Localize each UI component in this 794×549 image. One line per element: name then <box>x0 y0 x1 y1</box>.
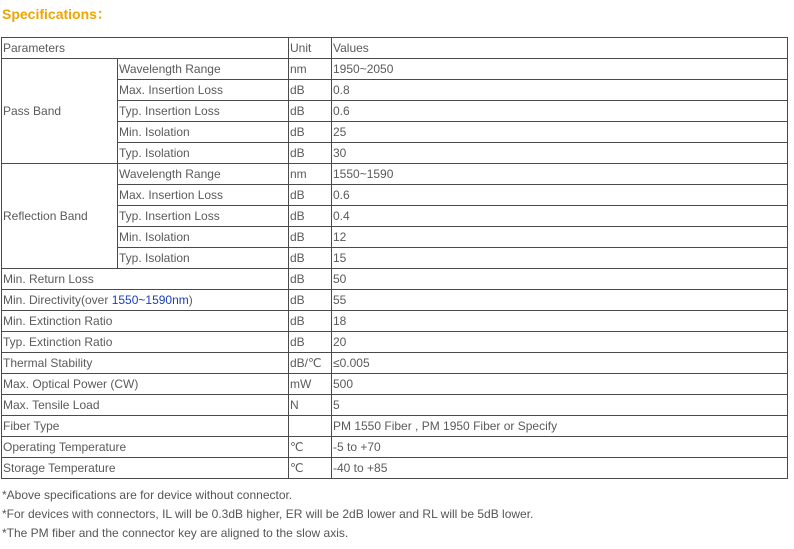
param-name: Operating Temperature <box>2 437 289 458</box>
param-name: Min. Extinction Ratio <box>2 311 289 332</box>
param-value: 20 <box>332 332 788 353</box>
param-name: Typ. Isolation <box>118 143 289 164</box>
param-unit: dB <box>289 227 332 248</box>
param-value: 0.6 <box>332 185 788 206</box>
param-value: -5 to +70 <box>332 437 788 458</box>
param-unit: ℃ <box>289 458 332 479</box>
param-value: 1950~2050 <box>332 59 788 80</box>
param-unit: dB <box>289 311 332 332</box>
param-value: 18 <box>332 311 788 332</box>
param-value: ≤0.005 <box>332 353 788 374</box>
param-value: 5 <box>332 395 788 416</box>
directivity-range: 1550~1590nm <box>111 293 189 307</box>
table-row <box>2 59 788 80</box>
table-row <box>2 416 788 437</box>
specifications-table <box>1 37 788 479</box>
param-name: Max. Insertion Loss <box>118 185 289 206</box>
param-name: Min. Return Loss <box>2 269 289 290</box>
param-unit <box>289 416 332 437</box>
table-row <box>2 122 788 143</box>
header-values: Values <box>332 38 788 59</box>
param-value: 30 <box>332 143 788 164</box>
param-name: Typ. Insertion Loss <box>118 101 289 122</box>
param-unit: dB <box>289 332 332 353</box>
param-name: Max. Tensile Load <box>2 395 289 416</box>
header-parameters: Parameters <box>2 38 289 59</box>
param-name: Typ. Insertion Loss <box>118 206 289 227</box>
param-name: Min. Isolation <box>118 122 289 143</box>
param-value: 15 <box>332 248 788 269</box>
footnotes <box>2 486 533 543</box>
table-row <box>2 185 788 206</box>
param-unit: nm <box>289 164 332 185</box>
param-name: Storage Temperature <box>2 458 289 479</box>
param-unit: dB <box>289 290 332 311</box>
param-value: 50 <box>332 269 788 290</box>
footnote: *For devices with connectors, IL will be 0.3dB higher, ER will be 2dB lower and RL will be 5dB lower. <box>2 507 534 521</box>
param-value: -40 to +85 <box>332 458 788 479</box>
param-value: 500 <box>332 374 788 395</box>
param-name: Fiber Type <box>2 416 289 437</box>
param-unit: dB <box>289 122 332 143</box>
param-name: Max. Insertion Loss <box>118 80 289 101</box>
table-row <box>2 353 788 374</box>
param-unit: dB <box>289 80 332 101</box>
param-name: Wavelength Range <box>118 164 289 185</box>
param-unit: dB <box>289 101 332 122</box>
param-unit: dB <box>289 248 332 269</box>
table-row <box>2 206 788 227</box>
param-value: 25 <box>332 122 788 143</box>
table-row <box>2 395 788 416</box>
param-unit: mW <box>289 374 332 395</box>
param-value: 12 <box>332 227 788 248</box>
param-value: 0.4 <box>332 206 788 227</box>
param-name: Thermal Stability <box>2 353 289 374</box>
param-name: Wavelength Range <box>118 59 289 80</box>
group-label-reflection-band: Reflection Band <box>2 164 118 269</box>
table-row <box>2 374 788 395</box>
table-row <box>2 143 788 164</box>
param-unit: nm <box>289 59 332 80</box>
param-unit: dB <box>289 206 332 227</box>
param-name: Max. Optical Power (CW) <box>2 374 289 395</box>
table-row <box>2 248 788 269</box>
param-name: Typ. Isolation <box>118 248 289 269</box>
param-unit: dB/℃ <box>289 353 332 374</box>
group-label-pass-band: Pass Band <box>2 59 118 164</box>
param-unit: ℃ <box>289 437 332 458</box>
table-row <box>2 80 788 101</box>
footnote: *The PM fiber and the connector key are aligned to the slow axis. <box>2 526 349 540</box>
table-row <box>2 164 788 185</box>
param-unit: dB <box>289 269 332 290</box>
footnote: *Above specifications are for device without connector. <box>2 488 293 502</box>
section-heading: Specifications： <box>2 6 111 22</box>
param-value: PM 1550 Fiber , PM 1950 Fiber or Specify <box>332 416 788 437</box>
table-row <box>2 290 788 311</box>
param-unit: N <box>289 395 332 416</box>
table-row <box>2 458 788 479</box>
table-row <box>2 101 788 122</box>
param-name-directivity <box>2 290 289 311</box>
header-unit: Unit <box>289 38 332 59</box>
param-name: Typ. Extinction Ratio <box>2 332 289 353</box>
table-row <box>2 311 788 332</box>
table-row <box>2 332 788 353</box>
table-row <box>2 227 788 248</box>
param-value: 55 <box>332 290 788 311</box>
param-unit: dB <box>289 185 332 206</box>
table-header-row <box>2 38 788 59</box>
param-value: 0.6 <box>332 101 788 122</box>
param-name: Min. Isolation <box>118 227 289 248</box>
directivity-prefix: Min. Directivity(over <box>3 293 112 307</box>
param-unit: dB <box>289 143 332 164</box>
param-value: 0.8 <box>332 80 788 101</box>
table-row <box>2 269 788 290</box>
directivity-suffix: ) <box>188 293 193 307</box>
param-value: 1550~1590 <box>332 164 788 185</box>
table-row <box>2 437 788 458</box>
